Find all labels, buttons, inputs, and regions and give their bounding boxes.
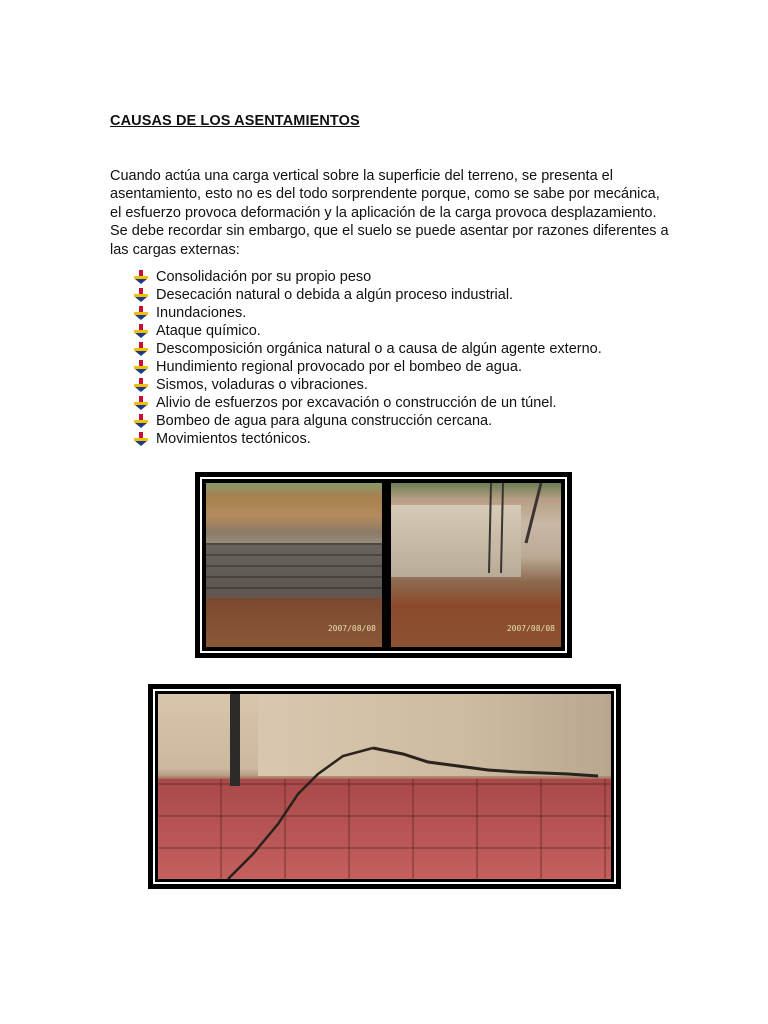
pushpin-bullet-icon — [132, 432, 150, 446]
foundation-settlement-photo — [195, 472, 572, 658]
pushpin-bullet-icon — [132, 378, 150, 392]
list-item — [132, 268, 602, 286]
list-item — [132, 322, 602, 340]
cause-text: Desecación natural o debida a algún proceso industrial. — [156, 287, 514, 303]
pushpin-bullet-icon — [132, 288, 150, 302]
cause-text: Inundaciones. — [156, 305, 247, 321]
list-item — [132, 286, 602, 304]
cause-text: Bombeo de agua para alguna construcción cercana. — [156, 413, 493, 429]
list-item — [132, 376, 602, 394]
pushpin-bullet-icon — [132, 324, 150, 338]
list-item — [132, 304, 602, 322]
cracked-floor-photo — [148, 684, 621, 889]
cause-text: Ataque químico. — [156, 323, 261, 339]
cause-text: Alivio de esfuerzos por excavación o construcción de un túnel. — [156, 395, 557, 411]
wall-crack-image — [158, 694, 611, 879]
crack-lines — [158, 694, 611, 879]
pushpin-bullet-icon — [132, 306, 150, 320]
list-item — [132, 412, 602, 430]
list-item — [132, 340, 602, 358]
list-item — [132, 394, 602, 412]
cause-text: Sismos, voladuras o vibraciones. — [156, 377, 368, 393]
date-stamp: 2007/08/08 — [506, 624, 555, 633]
list-item — [132, 430, 602, 448]
date-stamp: 2007/08/08 — [327, 624, 376, 633]
pushpin-bullet-icon — [132, 270, 150, 284]
pushpin-bullet-icon — [132, 342, 150, 356]
cracked-slab-image — [391, 483, 561, 647]
pushpin-bullet-icon — [132, 396, 150, 410]
cause-text: Descomposición orgánica natural o a causa de algún agente externo. — [156, 341, 602, 357]
causes-list — [132, 268, 602, 448]
document-title: CAUSAS DE LOS ASENTAMIENTOS — [110, 113, 360, 129]
intro-paragraph: Cuando actúa una carga vertical sobre la superficie del terreno, se presenta el asentamiento, esto no es del todo sorprendente porque, como se sabe por mecánica, el esfuerzo provoca deformación y la aplicación de la carga provoca desplazamiento. Se debe recordar sin embargo, que el suelo se puede asentar por razones diferentes a las cargas externas: — [110, 168, 669, 258]
cause-text: Consolidación por su propio peso — [156, 269, 372, 285]
list-item — [132, 358, 602, 376]
pushpin-bullet-icon — [132, 360, 150, 374]
excavated-wall-image — [206, 483, 382, 647]
cause-text: Hundimiento regional provocado por el bombeo de agua. — [156, 359, 522, 375]
cause-text: Movimientos tectónicos. — [156, 431, 311, 447]
pushpin-bullet-icon — [132, 414, 150, 428]
brick-wall — [206, 543, 382, 598]
rebar-lines — [391, 483, 561, 647]
